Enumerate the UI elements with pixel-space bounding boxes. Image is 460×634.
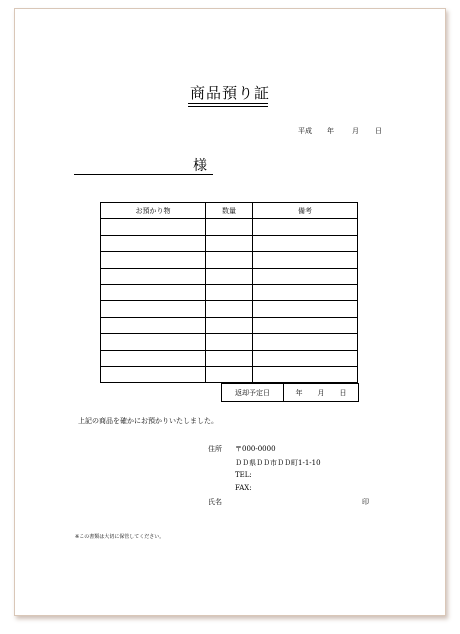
cell-remarks — [253, 268, 358, 284]
header-quantity: 数量 — [206, 203, 253, 219]
cell-remarks — [253, 317, 358, 333]
fax-label: FAX: — [235, 484, 252, 492]
address-label: 住所 — [208, 445, 222, 453]
return-month: 月 — [317, 388, 325, 397]
cell-item — [101, 334, 206, 350]
cell-quantity — [206, 301, 253, 317]
cell-remarks — [253, 301, 358, 317]
cell-item — [101, 252, 206, 268]
seal-mark: 印 — [362, 498, 369, 506]
return-day: 日 — [339, 388, 347, 397]
cell-remarks — [253, 235, 358, 251]
cell-quantity — [206, 219, 253, 235]
header-remarks: 備考 — [253, 203, 358, 219]
cell-quantity — [206, 366, 253, 382]
name-label: 氏名 — [208, 498, 222, 506]
cell-quantity — [206, 350, 253, 366]
cell-remarks — [253, 284, 358, 300]
table-row — [101, 350, 358, 366]
date-era: 平成 — [298, 127, 312, 135]
cell-item — [101, 219, 206, 235]
table-row — [101, 301, 358, 317]
table-row — [101, 366, 358, 382]
return-date-box — [221, 383, 359, 402]
return-date-value — [284, 384, 358, 401]
cell-item — [101, 268, 206, 284]
return-year: 年 — [295, 388, 303, 397]
recipient-name-line — [74, 174, 213, 175]
cell-item — [101, 317, 206, 333]
cell-item — [101, 284, 206, 300]
cell-item — [101, 366, 206, 382]
cell-quantity — [206, 268, 253, 284]
cell-quantity — [206, 284, 253, 300]
cell-quantity — [206, 334, 253, 350]
table-row — [101, 317, 358, 333]
date-day: 日 — [375, 127, 382, 135]
cell-quantity — [206, 252, 253, 268]
postal-code: 〒000-0000 — [235, 445, 276, 453]
cell-remarks — [253, 252, 358, 268]
title-underline-upper — [188, 103, 268, 104]
storage-note: ※この書類は大切に保管してください。 — [75, 534, 165, 540]
date-year: 年 — [327, 127, 334, 135]
receipt-statement: 上記の商品を確かにお預かりいたしました。 — [78, 417, 218, 425]
table-row — [101, 235, 358, 251]
table-header-row — [101, 203, 358, 219]
title-underline-lower — [188, 106, 268, 107]
table-row — [101, 219, 358, 235]
header-item: お預かり物 — [101, 203, 206, 219]
tel-label: TEL: — [235, 471, 252, 479]
cell-item — [101, 350, 206, 366]
document-title: 商品預り証 — [189, 84, 270, 102]
cell-item — [101, 301, 206, 317]
table-row — [101, 268, 358, 284]
street-address: ＤＤ県ＤＤ市ＤＤ町1-1-10 — [235, 459, 321, 467]
table-row — [101, 252, 358, 268]
return-date-label: 返却予定日 — [222, 384, 284, 401]
recipient-suffix: 様 — [193, 158, 207, 174]
cell-remarks — [253, 350, 358, 366]
cell-quantity — [206, 235, 253, 251]
cell-remarks — [253, 366, 358, 382]
table-row — [101, 284, 358, 300]
cell-remarks — [253, 334, 358, 350]
items-table — [100, 202, 358, 383]
date-month: 月 — [352, 127, 359, 135]
cell-item — [101, 235, 206, 251]
cell-remarks — [253, 219, 358, 235]
cell-quantity — [206, 317, 253, 333]
table-row — [101, 334, 358, 350]
